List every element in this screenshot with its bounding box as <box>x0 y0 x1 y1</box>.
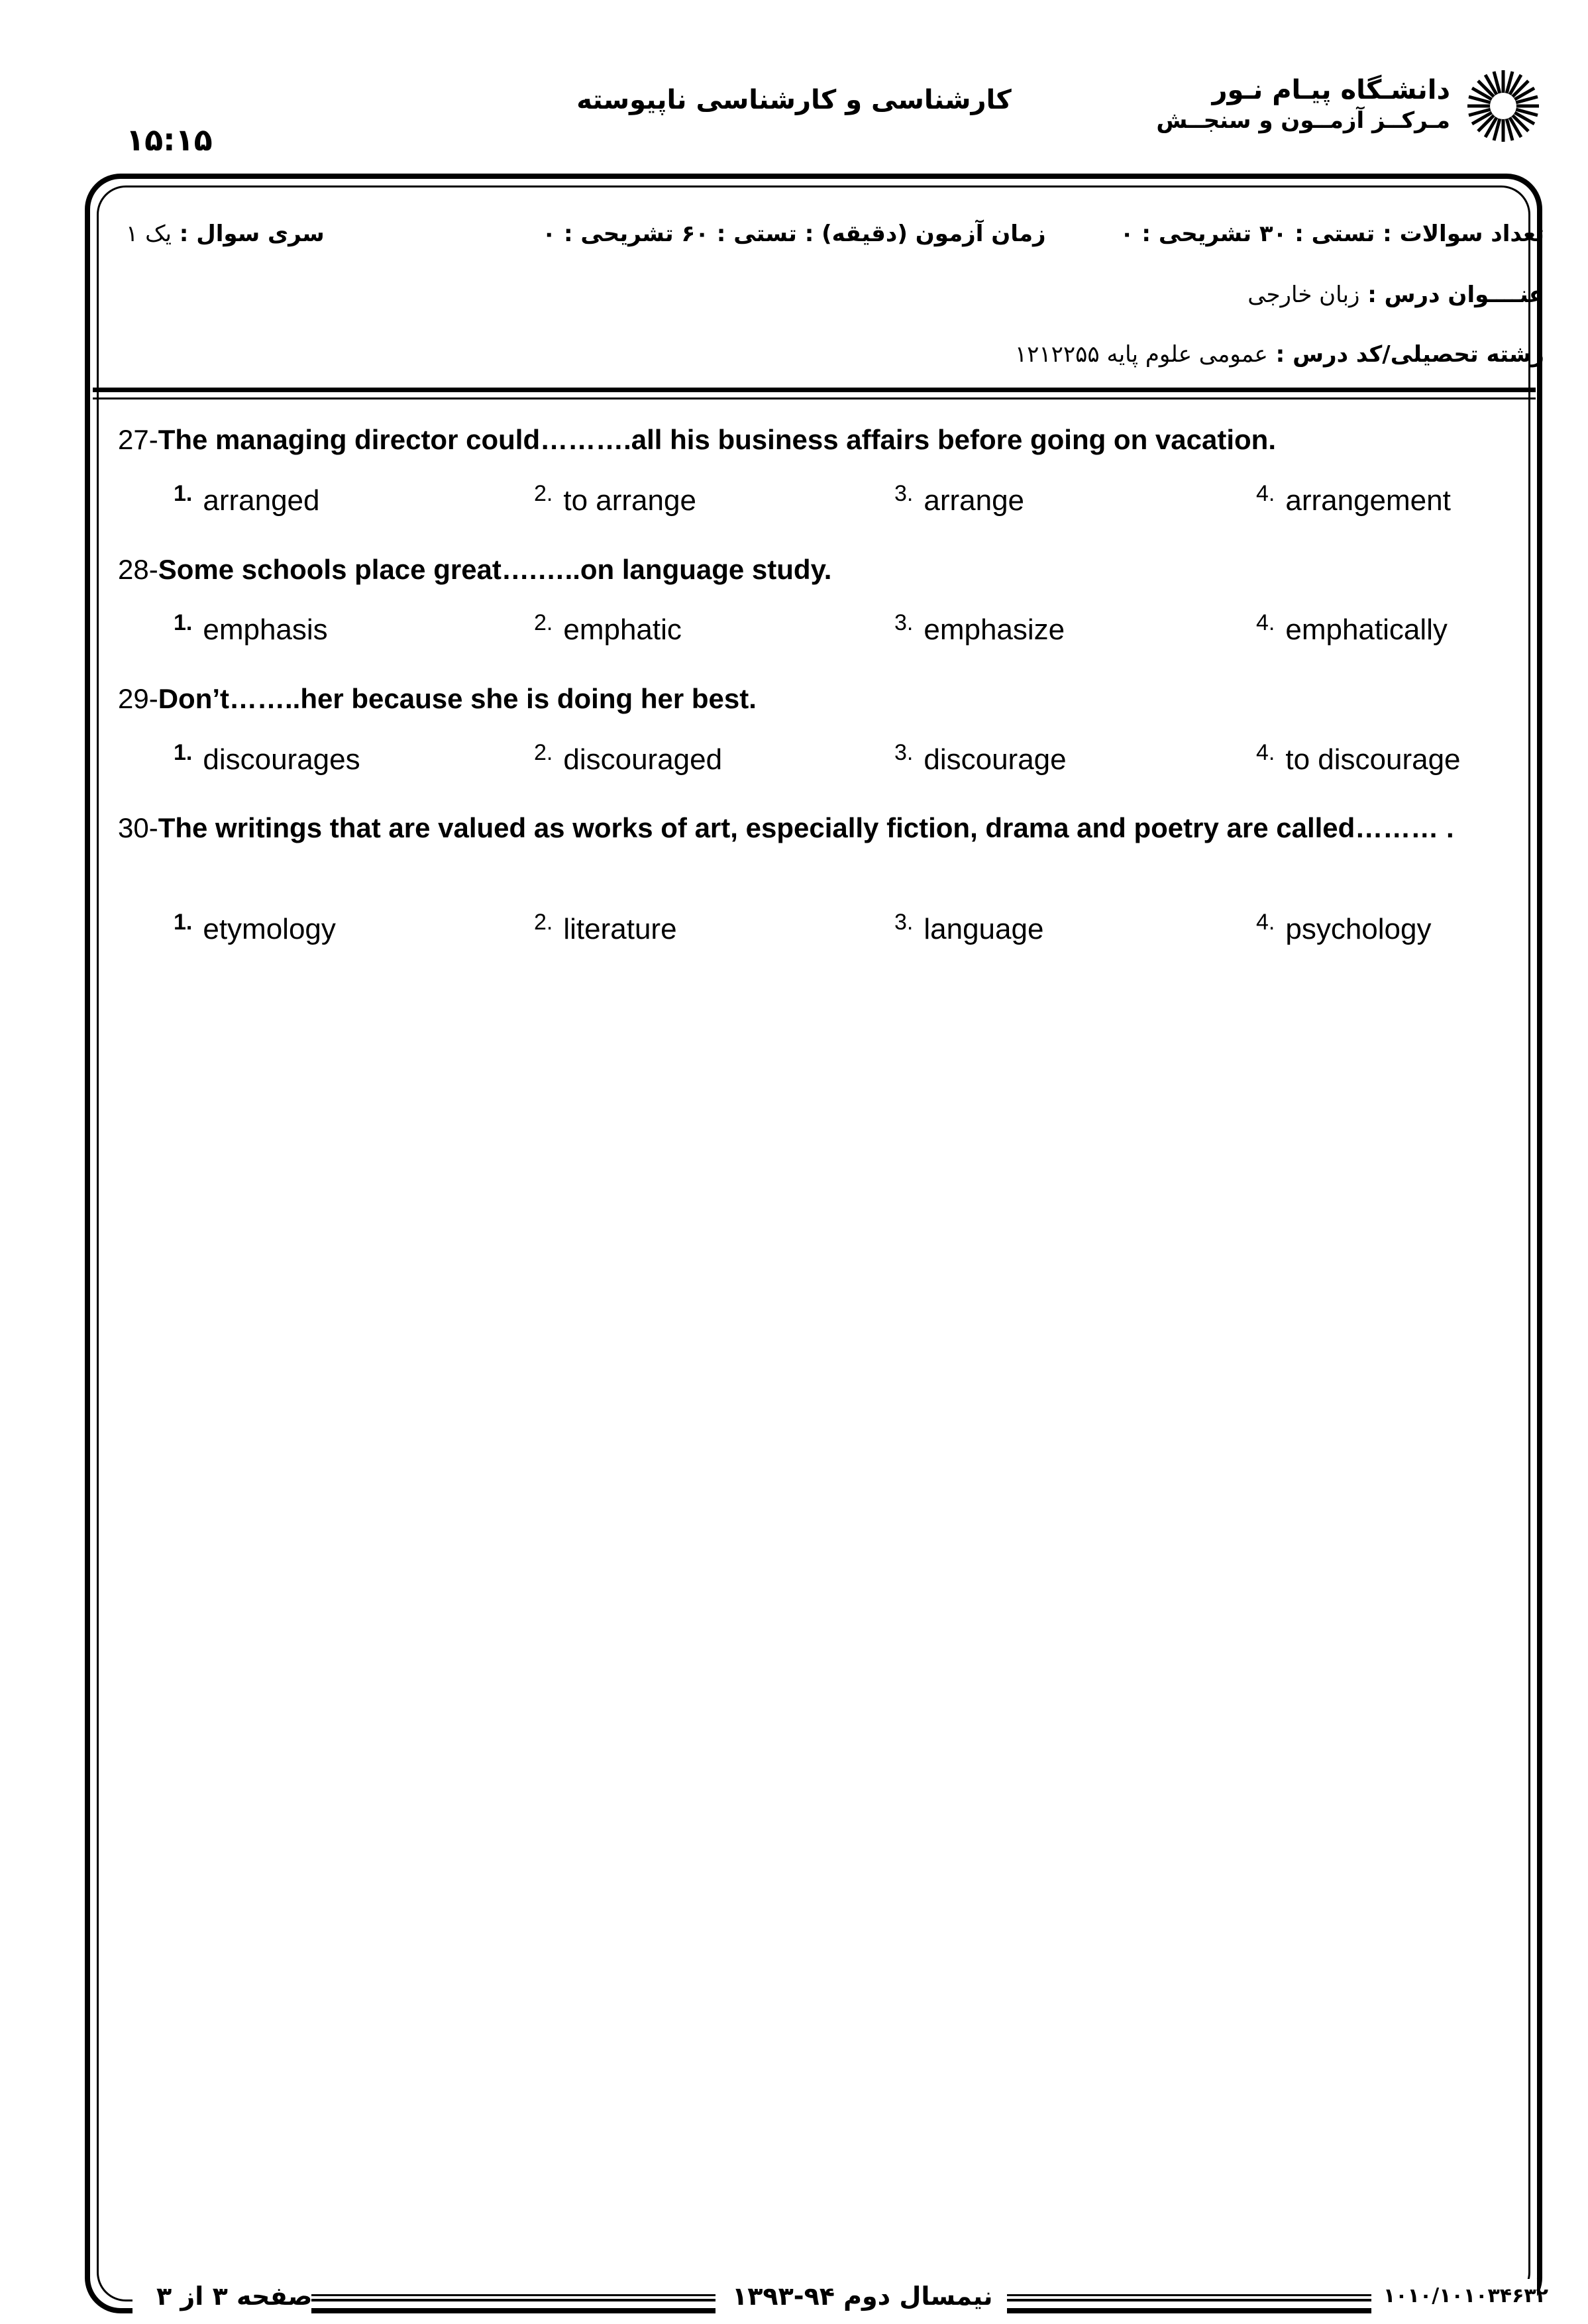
option-text: etymology <box>203 913 336 945</box>
option-number: 1. <box>174 740 193 765</box>
option-text: language <box>924 913 1044 945</box>
option-27-4[interactable] <box>1256 481 1451 517</box>
field-and-code <box>1015 341 1544 368</box>
exam-duration-label: زمان آزمون (دقیقه) : <box>796 221 1046 247</box>
series-value: یک ۱ <box>126 221 172 247</box>
option-28-1[interactable] <box>174 610 328 647</box>
question-number: 30- <box>118 812 158 843</box>
course-title-label: عنــــوان درس : <box>1359 282 1544 308</box>
option-text: emphasize <box>924 613 1065 646</box>
logo-center-name: مـرکــز آزمــون و سنجــش <box>1156 107 1450 134</box>
option-28-4[interactable] <box>1256 610 1448 647</box>
program-title: کارشناسی و کارشناسی ناپیوسته <box>576 85 1012 115</box>
option-number: 3. <box>894 610 914 635</box>
exam-time: ۱۵:۱۵ <box>126 122 213 158</box>
option-text: arranged <box>203 484 320 517</box>
option-number: 4. <box>1256 740 1275 765</box>
exam-duration-value: تستی : ۶۰ تشریحی : ۰ <box>542 221 797 247</box>
option-text: emphatic <box>563 613 682 646</box>
option-30-2[interactable] <box>534 910 677 946</box>
page-number: صفحه ۳ از ۳ <box>156 2282 313 2311</box>
option-text: to discourage <box>1285 743 1461 776</box>
option-29-3[interactable] <box>894 740 1067 776</box>
option-text: arrangement <box>1285 484 1451 517</box>
option-29-4[interactable] <box>1256 740 1461 776</box>
option-30-3[interactable] <box>894 910 1043 946</box>
option-number: 2. <box>534 740 553 765</box>
option-number: 1. <box>174 910 193 935</box>
header-separator-thin <box>93 397 1536 399</box>
exam-code: ۱۰۱۰/۱۰۱۰۳۴۶۳۲ <box>1383 2284 1548 2307</box>
question-28 <box>118 554 831 586</box>
question-30 <box>118 812 1454 844</box>
question-series <box>126 221 325 247</box>
option-number: 1. <box>174 610 193 635</box>
question-number: 29- <box>118 683 158 714</box>
university-sunburst-logo-icon <box>1463 66 1543 146</box>
option-number: 3. <box>894 910 914 935</box>
question-text: Some schools place great….…..on language study. <box>158 554 832 585</box>
option-number: 1. <box>174 481 193 506</box>
option-27-3[interactable] <box>894 481 1024 517</box>
option-number: 3. <box>894 740 914 765</box>
option-text: emphasis <box>203 613 328 646</box>
option-text: psychology <box>1285 913 1432 945</box>
question-number: 28- <box>118 554 158 585</box>
option-28-2[interactable] <box>534 610 682 647</box>
option-number: 4. <box>1256 610 1275 635</box>
option-29-2[interactable] <box>534 740 722 776</box>
option-text: literature <box>563 913 677 945</box>
option-text: discouraged <box>563 743 723 776</box>
field-code-value: عمومی علوم پایه ۱۲۱۲۲۵۵ <box>1014 341 1268 368</box>
question-text: The managing director could……….all his business affairs before going on vacation. <box>158 424 1276 455</box>
university-logo <box>1119 66 1543 146</box>
question-text: Don’t……..her because she is doing her best. <box>158 683 757 714</box>
logo-text <box>1156 74 1450 135</box>
option-number: 4. <box>1256 910 1275 935</box>
option-number: 3. <box>894 481 914 506</box>
logo-university-name: دانشـگاه پیـام نـور <box>1212 75 1450 105</box>
option-30-1[interactable] <box>174 910 336 946</box>
option-text: discourage <box>924 743 1067 776</box>
option-text: arrange <box>924 484 1025 517</box>
option-text: to arrange <box>563 484 696 517</box>
option-text: discourages <box>203 743 360 776</box>
option-29-1[interactable] <box>174 740 360 776</box>
field-code-label: رشته تحصیلی/کد درس : <box>1267 341 1544 368</box>
course-title-value: زبان خارجی <box>1247 282 1360 308</box>
question-27 <box>118 424 1276 456</box>
question-text: The writings that are valued as works of art, especially fiction, drama and poetry are called……… . <box>158 812 1454 843</box>
semester: نیمسال دوم ۹۴-۱۳۹۳ <box>732 2282 993 2311</box>
option-text: emphatically <box>1285 613 1448 646</box>
option-number: 4. <box>1256 481 1275 506</box>
option-27-1[interactable] <box>174 481 320 517</box>
course-title <box>1247 282 1544 308</box>
question-29 <box>118 683 757 715</box>
option-number: 2. <box>534 481 553 506</box>
option-number: 2. <box>534 910 553 935</box>
question-count-value: تستی : ۳۰ تشریحی : ۰ <box>1120 221 1375 247</box>
option-27-2[interactable] <box>534 481 696 517</box>
series-label: سری سوال : <box>171 221 325 247</box>
option-28-3[interactable] <box>894 610 1065 647</box>
question-number: 27- <box>118 424 158 455</box>
option-30-4[interactable] <box>1256 910 1432 946</box>
question-count-label: تعداد سوالات : <box>1375 221 1544 247</box>
header-separator-thick <box>93 388 1536 392</box>
option-number: 2. <box>534 610 553 635</box>
